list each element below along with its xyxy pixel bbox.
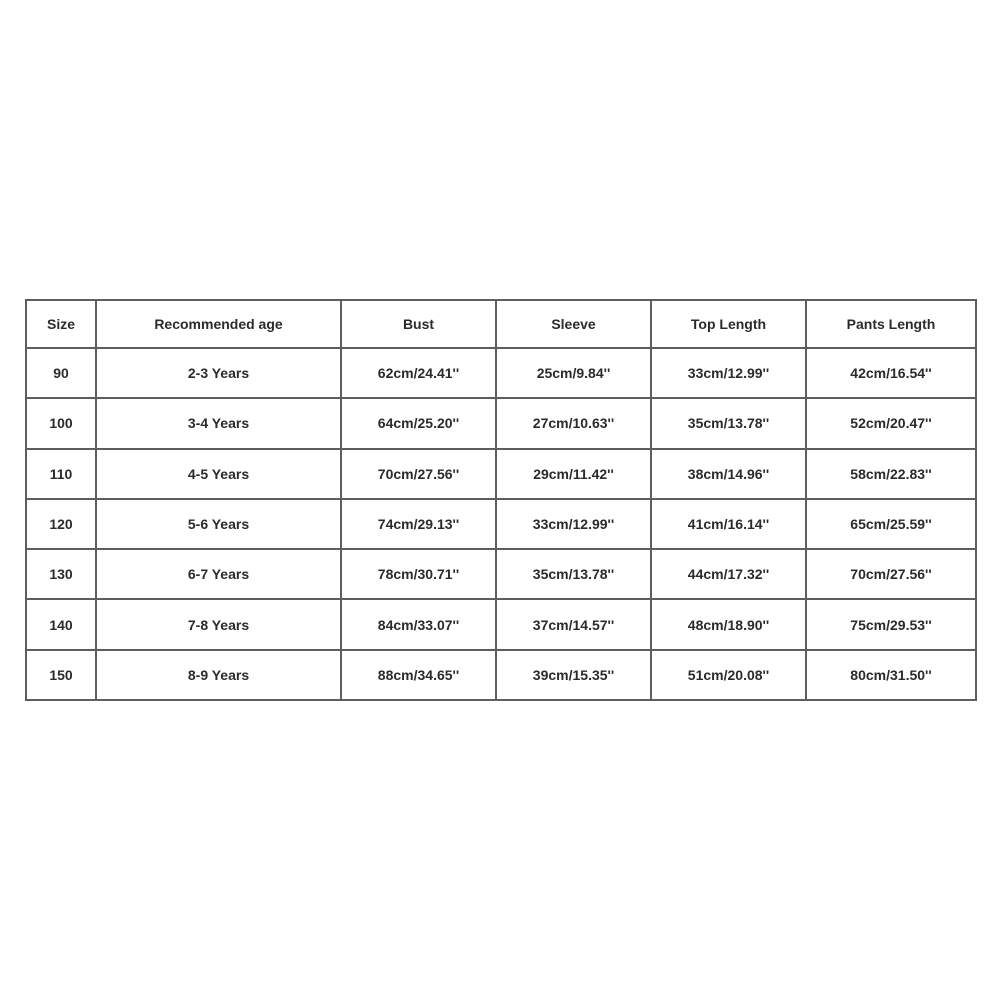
cell-bust: 88cm/34.65'': [341, 650, 496, 700]
cell-pants-length: 65cm/25.59'': [806, 499, 976, 549]
cell-bust: 74cm/29.13'': [341, 499, 496, 549]
header-sleeve: Sleeve: [496, 300, 651, 348]
cell-size: 150: [26, 650, 96, 700]
cell-sleeve: 39cm/15.35'': [496, 650, 651, 700]
cell-size: 120: [26, 499, 96, 549]
cell-size: 130: [26, 549, 96, 599]
cell-recommended-age: 3-4 Years: [96, 398, 341, 448]
cell-size: 140: [26, 599, 96, 649]
cell-top-length: 41cm/16.14'': [651, 499, 806, 549]
cell-bust: 64cm/25.20'': [341, 398, 496, 448]
cell-sleeve: 35cm/13.78'': [496, 549, 651, 599]
table-row: [26, 650, 976, 700]
cell-sleeve: 27cm/10.63'': [496, 398, 651, 448]
cell-top-length: 51cm/20.08'': [651, 650, 806, 700]
header-recommended-age: Recommended age: [96, 300, 341, 348]
header-size: Size: [26, 300, 96, 348]
cell-sleeve: 25cm/9.84'': [496, 348, 651, 398]
cell-recommended-age: 8-9 Years: [96, 650, 341, 700]
size-chart-header: [26, 300, 976, 348]
cell-pants-length: 70cm/27.56'': [806, 549, 976, 599]
cell-size: 100: [26, 398, 96, 448]
cell-sleeve: 37cm/14.57'': [496, 599, 651, 649]
cell-top-length: 33cm/12.99'': [651, 348, 806, 398]
cell-sleeve: 29cm/11.42'': [496, 449, 651, 499]
cell-bust: 62cm/24.41'': [341, 348, 496, 398]
header-pants-length: Pants Length: [806, 300, 976, 348]
header-top-length: Top Length: [651, 300, 806, 348]
table-row: [26, 549, 976, 599]
cell-top-length: 44cm/17.32'': [651, 549, 806, 599]
cell-pants-length: 58cm/22.83'': [806, 449, 976, 499]
cell-sleeve: 33cm/12.99'': [496, 499, 651, 549]
cell-size: 90: [26, 348, 96, 398]
cell-recommended-age: 2-3 Years: [96, 348, 341, 398]
cell-bust: 84cm/33.07'': [341, 599, 496, 649]
cell-pants-length: 42cm/16.54'': [806, 348, 976, 398]
cell-top-length: 35cm/13.78'': [651, 398, 806, 448]
cell-recommended-age: 5-6 Years: [96, 499, 341, 549]
size-chart-body: [26, 348, 976, 700]
table-row: [26, 348, 976, 398]
cell-recommended-age: 7-8 Years: [96, 599, 341, 649]
cell-top-length: 38cm/14.96'': [651, 449, 806, 499]
cell-bust: 70cm/27.56'': [341, 449, 496, 499]
size-chart-table: [25, 299, 977, 701]
cell-top-length: 48cm/18.90'': [651, 599, 806, 649]
table-row: [26, 449, 976, 499]
header-bust: Bust: [341, 300, 496, 348]
table-row: [26, 398, 976, 448]
cell-pants-length: 80cm/31.50'': [806, 650, 976, 700]
table-row: [26, 499, 976, 549]
cell-bust: 78cm/30.71'': [341, 549, 496, 599]
cell-pants-length: 52cm/20.47'': [806, 398, 976, 448]
cell-size: 110: [26, 449, 96, 499]
cell-recommended-age: 4-5 Years: [96, 449, 341, 499]
table-row: [26, 599, 976, 649]
cell-recommended-age: 6-7 Years: [96, 549, 341, 599]
header-row: [26, 300, 976, 348]
cell-pants-length: 75cm/29.53'': [806, 599, 976, 649]
